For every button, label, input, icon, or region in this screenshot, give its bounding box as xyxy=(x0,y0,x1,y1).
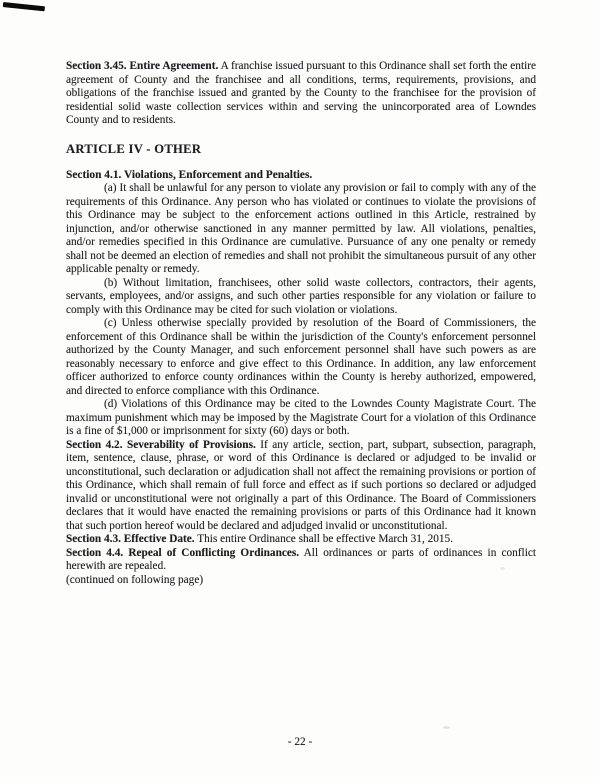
section-4-1-paragraph-b: (b) Without limitation, franchisees, other solid waste collectors, contractors, their agents, servants, employees, and/or assigns, and such other parties responsible for any violation or failure to comply with this Ordinance may be cited for such violation or violations. xyxy=(66,276,536,316)
section-4-1-paragraph-c: (c) Unless otherwise specially provided by resolution of the Board of Commissioners, the enforcement of this Ordinance shall be within the jurisdiction of the County's enforcement personnel authorized by the County Manager, and such enforcement personnel shall have such powers as are reasonably necessary to enforce and give effect to this Ordinance. In addition, any law enforcement officer authorized to enforce county ordinances within the County is hereby authorized, empowered, and directed to enforce compliance with this Ordinance. xyxy=(66,317,536,397)
section-4-2-paragraph xyxy=(66,439,536,534)
section-4-1-paragraph-a: (a) It shall be unlawful for any person to violate any provision or fail to comply with any of the requirements of this Ordinance. Any person who has violated or continues to violate the provisions of this Ordinance may be subject to the enforcement actions outlined in this Article, restrained by injunction, and/or otherwise sanctioned in any manner permitted by law. All violations, penalties, and/or remedies specified in this Ordinance are cumulative. Pursuance of any one penalty or remedy shall not be deemed an election of remedies and shall not prohibit the simultaneous pursuit of any other applicable penalty or remedy. xyxy=(66,182,536,275)
section-3-45-title: Section 3.45. Entire Agreement. xyxy=(66,60,219,72)
section-3-45-paragraph xyxy=(66,60,536,128)
section-4-4-paragraph xyxy=(66,547,536,574)
section-3-45-body: A franchise issued pursuant to this Ordinance shall set forth the entire agreement of County and the franchisee and all conditions, terms, requirements, provisions, and obligations of the franchise issued and granted by the County to the franchisee for the provision of residential solid waste collection services within and serving the unincorporated area of Lowndes County and to residents. xyxy=(66,60,536,126)
section-4-3-paragraph xyxy=(66,533,536,547)
section-4-1-heading: Section 4.1. Violations, Enforcement and Penalties. xyxy=(66,168,313,181)
section-4-3-title: Section 4.3. Effective Date. xyxy=(66,533,195,545)
continued-note: (continued on following page) xyxy=(66,573,204,586)
scan-artifact-mark xyxy=(3,2,45,11)
section-4-2-body: If any article, section, part, subpart, subsection, paragraph, item, sentence, clause, phrase, or word of this Ordinance is declared or adjudged to be invalid or unconstitutional, such declaration or adjudication shall not affect the remaining provisions or portion of this Ordinance, which shall remain of full force and effect as if such portions so declared or adjudged invalid or unconstitutional were not originally a part of this Ordinance. The Board of Commissioners declares that it would have enacted the remaining provisions or parts of this Ordinance had it known that such portion hereof would be declared and adjudged invalid or unconstitutional. xyxy=(66,438,536,532)
section-4-4-title: Section 4.4. Repeal of Conflicting Ordinances. xyxy=(66,546,300,559)
document-content xyxy=(66,60,536,587)
article-iv-heading: ARTICLE IV - OTHER xyxy=(66,141,202,156)
section-4-4-body: All ordinances or parts of ordinances in conflict herewith are repealed. xyxy=(66,546,536,572)
section-4-3-body: This entire Ordinance shall be effective March 31, 2015. xyxy=(197,533,454,545)
section-4-1-paragraph-d: (d) Violations of this Ordinance may be cited to the Lowndes County Magistrate Court. The maximum punishment which may be imposed by the Magistrate Court for a violation of this Ordinance is a fine of $1,000 or imprisonment for sixty (60) days or both. xyxy=(66,398,536,437)
page-number: - 22 - xyxy=(287,736,313,748)
scan-noise-speck xyxy=(443,726,450,729)
section-4-2-title: Section 4.2. Severability of Provisions. xyxy=(66,438,256,451)
